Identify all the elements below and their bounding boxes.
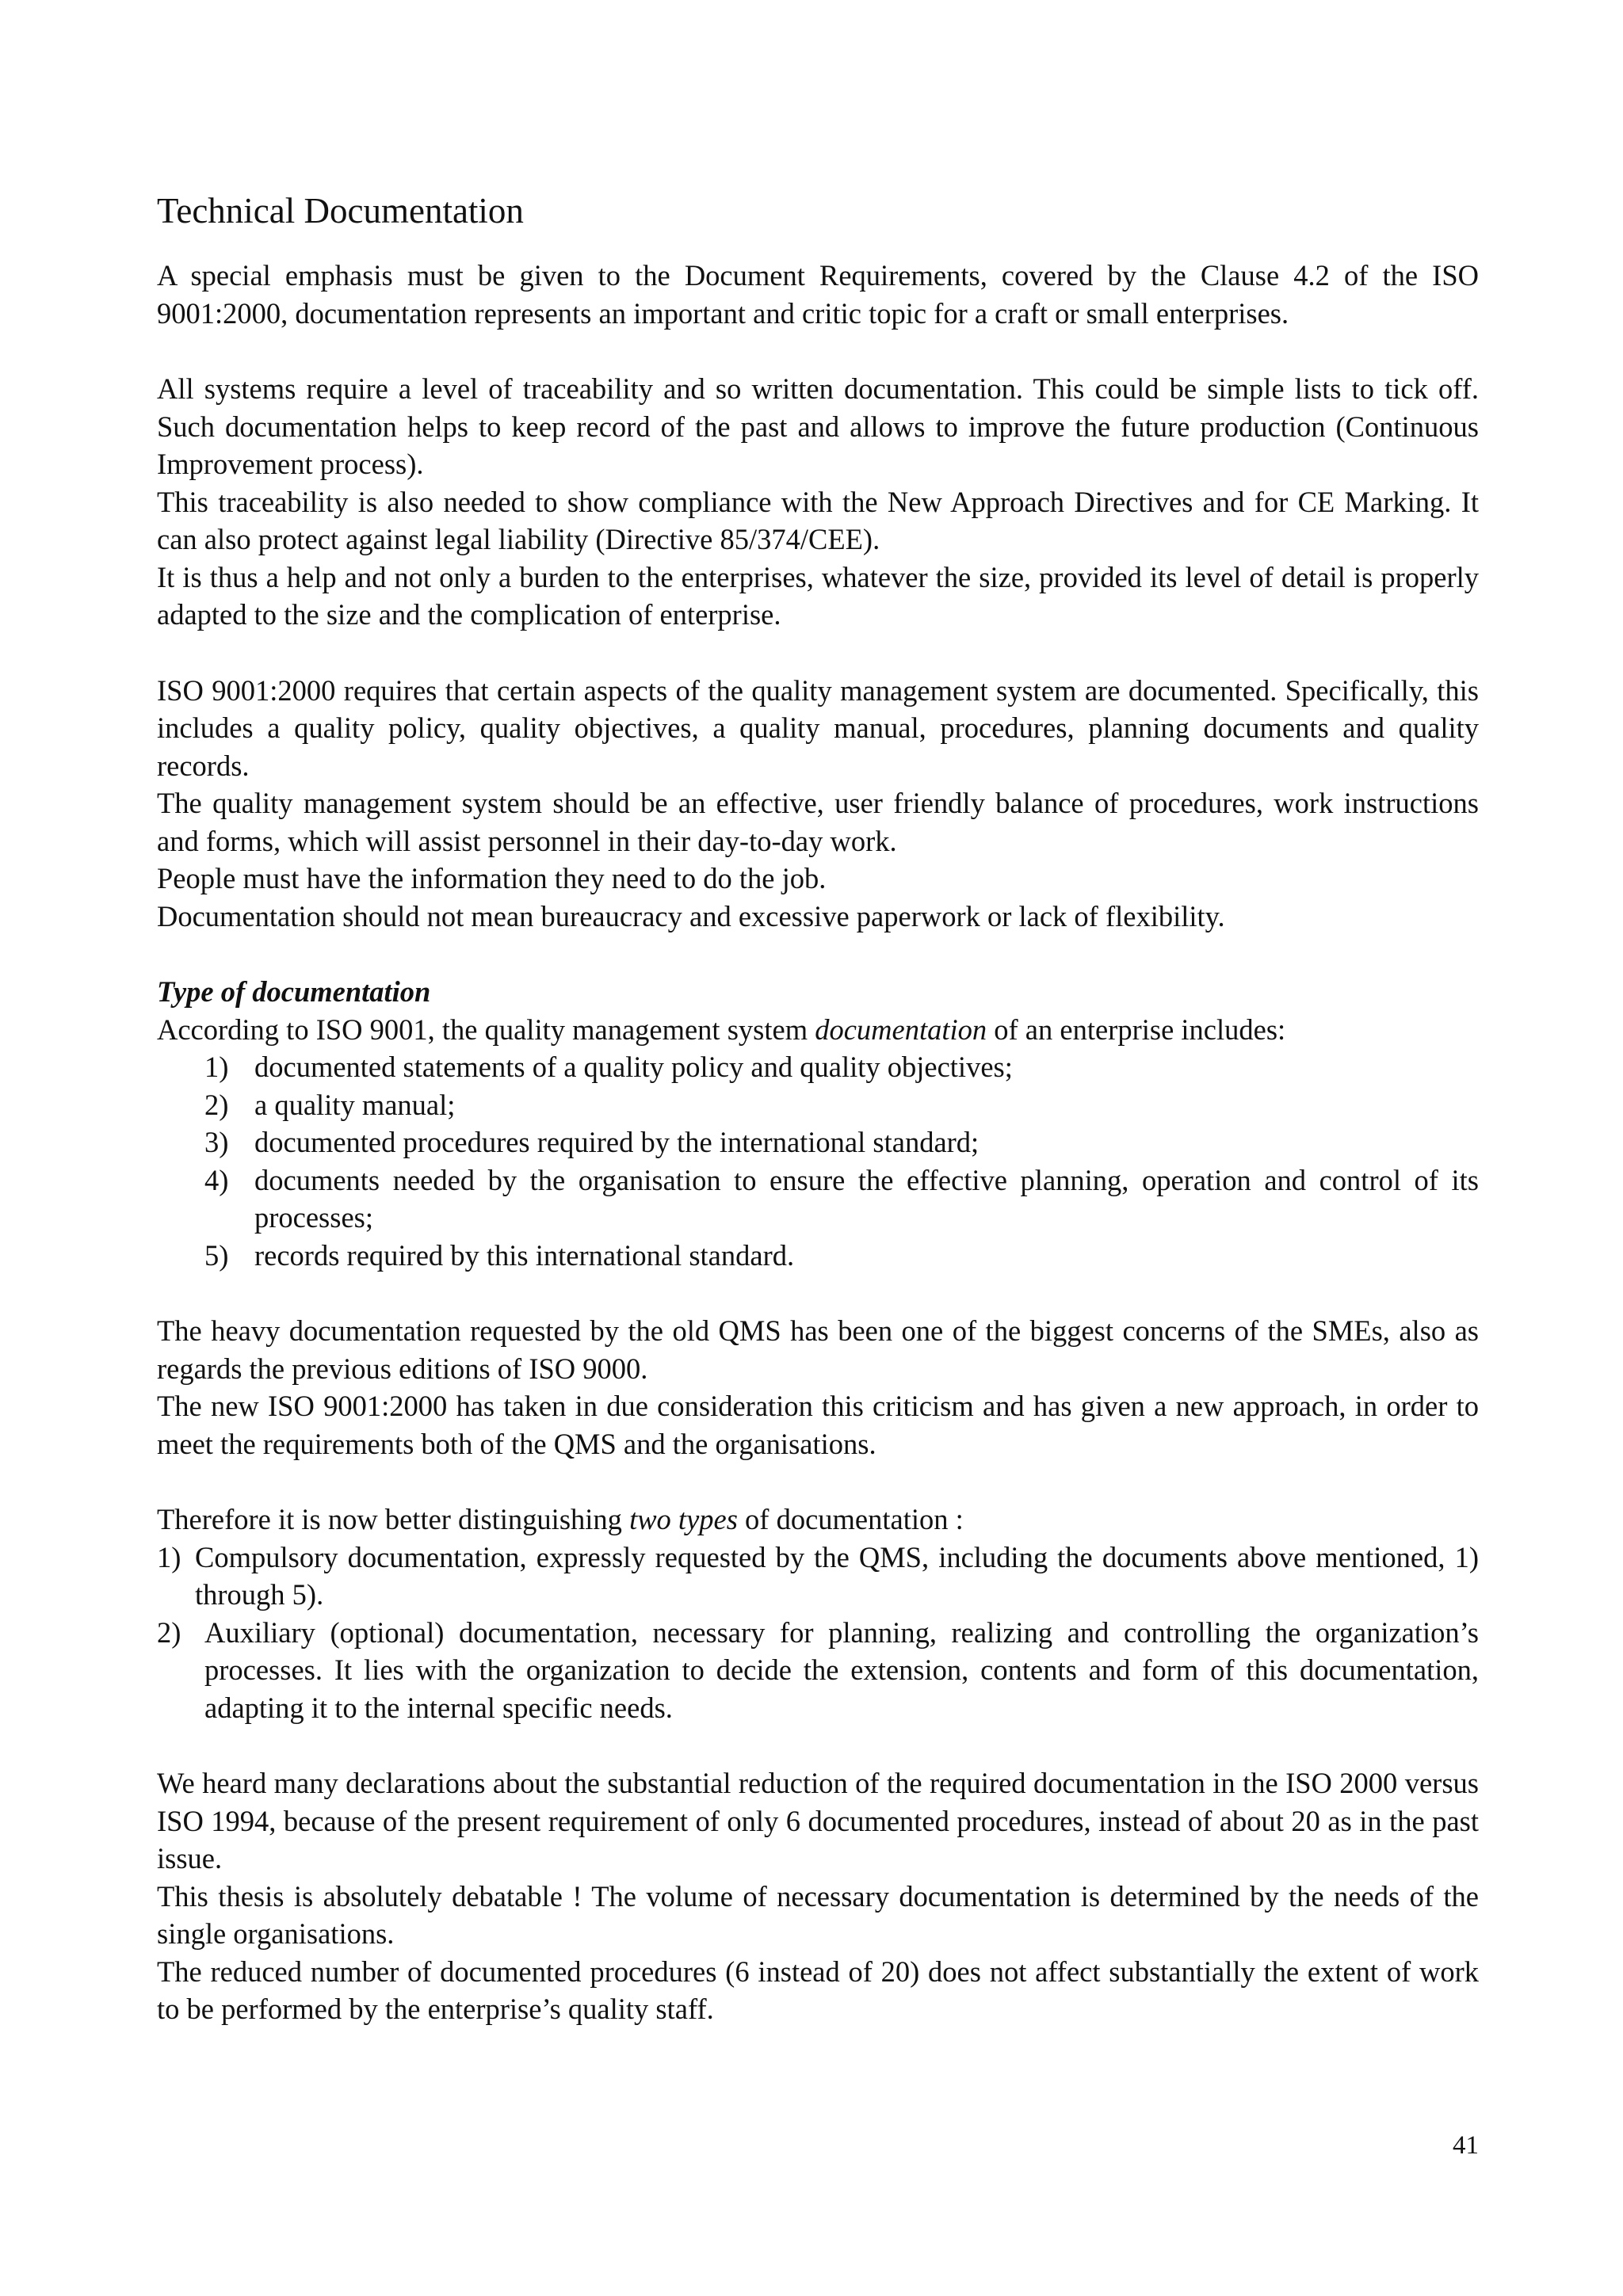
paragraph-intro: According to ISO 9001, the quality management system documentation of an enterprise includes: — [157, 1013, 1286, 1046]
paragraph-thesis: This thesis is absolutely debatable ! The volume of necessary documentation is determined by the needs of the single organisations. — [157, 1879, 1479, 1950]
page-title: Technical Documentation — [157, 191, 524, 231]
list-item: 1) Compulsory documentation, expressly requested by the QMS, including the documents above mentioned, 1) through 5). — [157, 1540, 1479, 1611]
documentation-list — [157, 1048, 1479, 1274]
section-heading: Type of documentation — [157, 975, 431, 1008]
paragraph-balance: The quality management system should be an effective, user friendly balance of procedures, work instructions and forms, which will assist personnel in their day-to-day work. — [157, 787, 1479, 857]
list-item: 3) documented procedures required by the international standard; — [204, 1126, 980, 1158]
list-item: 2) Auxiliary (optional) documentation, necessary for planning, realizing and controlling the organization’s processes. It lies with the organization to decide the extension, contents and form of this documentation, adapting it to the internal specific needs. — [157, 1615, 1479, 1724]
paragraph-reduced-procedures: The reduced number of documented procedures (6 instead of 20) does not affect substantially the extent of work to be performed by the enterprise’s quality staff. — [157, 1955, 1479, 2025]
paragraph-requirements: ISO 9001:2000 requires that certain aspects of the quality management system are documented. Specifically, this includes a quality policy, quality objectives, a quality manual, procedures, planning documents and quality records. — [157, 673, 1479, 782]
page-number: 41 — [1453, 2131, 1479, 2160]
paragraph-burden: It is thus a help and not only a burden to the enterprises, whatever the size, provided its level of detail is properly adapted to the size and the complication of enterprise. — [157, 560, 1479, 631]
list-item: 1) documented statements of a quality policy and quality objectives; — [204, 1051, 1013, 1083]
paragraph-bureaucracy: Documentation should not mean bureaucracy and excessive paperwork or lack of flexibility. — [157, 899, 1225, 933]
paragraph-two-types: Therefore it is now better distinguishing two types of documentation : — [157, 1503, 964, 1535]
paragraph-traceability: All systems require a level of traceability and so written documentation. This could be simple lists to tick off. Such documentation helps to keep record of the past and allows to improve the future production (Continuous Improvement process). — [157, 372, 1479, 480]
paragraph-new-approach: The new ISO 9001:2000 has taken in due consideration this criticism and has given a new approach, in order to meet the requirements both of the QMS and the organisations. — [157, 1390, 1479, 1460]
paragraph-emphasis: A special emphasis must be given to the Document Requirements, covered by the Clause 4.2 of the ISO 9001:2000, documentation represents an important and critic topic for a craft or small enterprises. — [157, 259, 1479, 330]
paragraph-heavy-documentation: The heavy documentation requested by the old QMS has been one of the biggest concerns of the SMEs, also as regards the previous editions of ISO 9000. — [157, 1314, 1479, 1385]
document-page — [157, 189, 1479, 2028]
paragraph-compliance: This traceability is also needed to show compliance with the New Approach Directives and for CE Marking. It can also protect against legal liability (Directive 85/374/CEE). — [157, 485, 1479, 555]
list-item: 5) records required by this international standard. — [204, 1238, 795, 1272]
paragraph-information: People must have the information they need to do the job. — [157, 862, 827, 894]
paragraph-declarations: We heard many declarations about the substantial reduction of the required documentation in the ISO 2000 versus ISO 1994, because of the present requirement of only 6 documented procedures, instead of about 20 as in the past issue. — [157, 1767, 1479, 1875]
list-item: 4) documents needed by the organisation to ensure the effective planning, operation and control of its processes; — [204, 1163, 1479, 1234]
list-item: 2) a quality manual; — [204, 1088, 456, 1121]
documentation-types-list — [157, 1539, 1479, 1727]
